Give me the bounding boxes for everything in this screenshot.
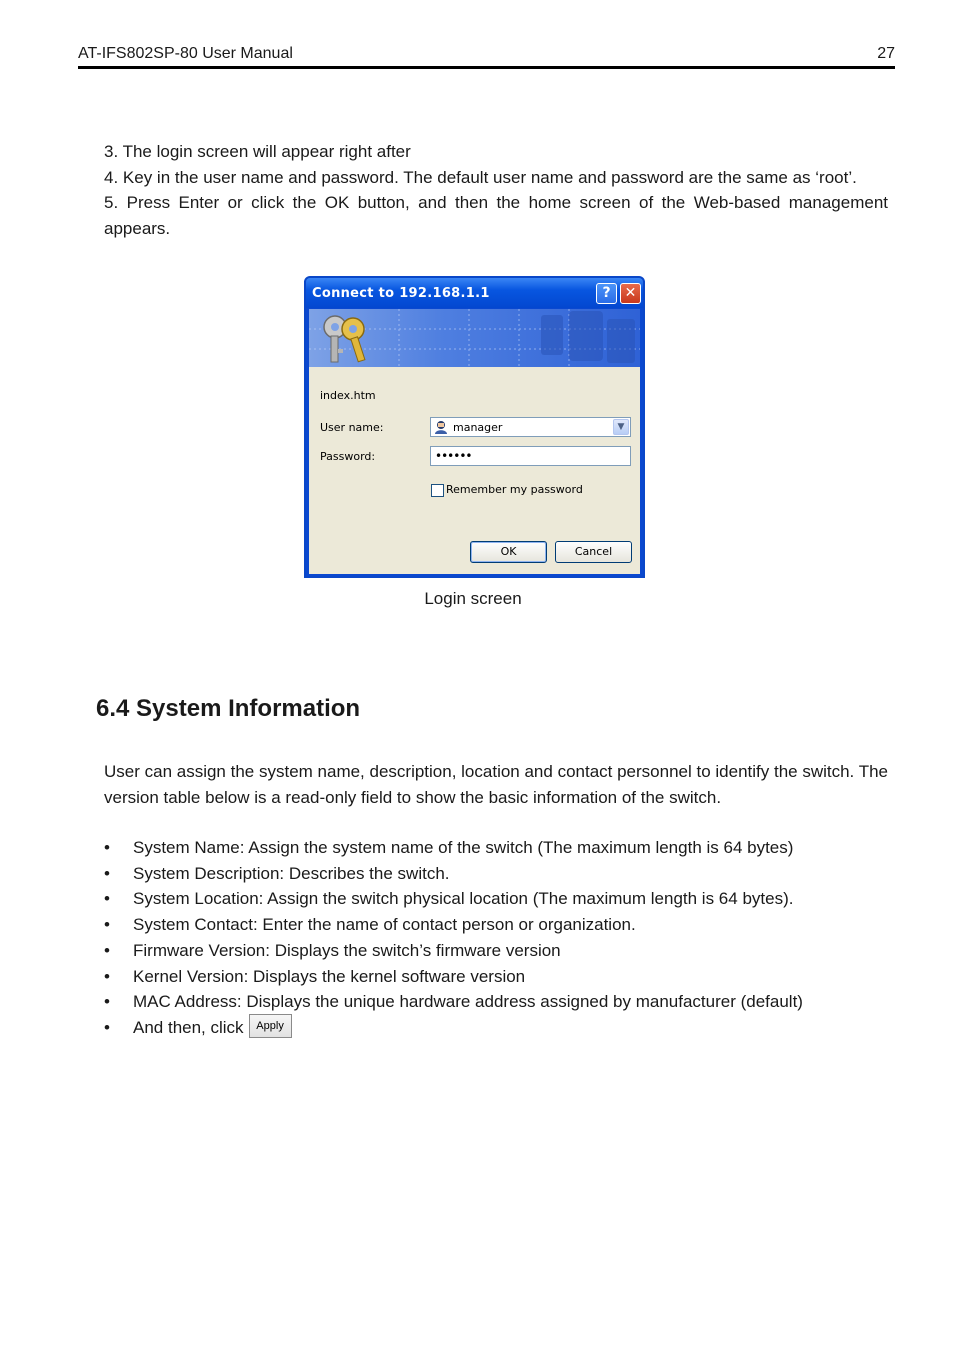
list-item: • Kernel Version: Displays the kernel software version — [104, 964, 894, 990]
chevron-down-icon[interactable]: ▼ — [613, 419, 629, 435]
figure-caption: Login screen — [424, 589, 522, 608]
section-intro: User can assign the system name, description, location and contact personnel to identify the switch. The version table below is a read-only field to show the basic information of the switch. — [104, 762, 888, 807]
resource-label: index.htm — [320, 389, 376, 402]
step-3: 3. The login screen will appear right after — [104, 142, 411, 161]
page-number: 27 — [877, 45, 895, 62]
field-list — [104, 835, 894, 1041]
bullet-icon: • — [104, 940, 110, 960]
keys-banner-icon — [309, 309, 640, 367]
login-steps — [104, 139, 888, 241]
bullet-icon: • — [104, 1017, 110, 1037]
password-label: Password: — [320, 450, 376, 463]
dialog-title: Connect to 192.168.1.1 — [312, 286, 490, 301]
list-item: • MAC Address: Displays the unique hardware address assigned by manufacturer (default) — [104, 989, 894, 1015]
step-5: 5. Press Enter or click the OK button, and then the home screen of the Web-based management appears. — [104, 193, 888, 238]
cancel-button[interactable]: Cancel — [555, 541, 632, 563]
password-input[interactable] — [430, 446, 631, 466]
close-button[interactable]: ✕ — [620, 283, 641, 304]
bullet-icon: • — [104, 992, 110, 1012]
ok-button[interactable]: OK — [470, 541, 547, 563]
dialog-banner — [309, 309, 640, 367]
dialog-body — [309, 367, 640, 574]
username-label: User name: — [320, 421, 384, 434]
bullet-icon: • — [104, 838, 110, 857]
login-dialog — [304, 276, 645, 578]
remember-password-label[interactable]: Remember my password — [446, 483, 583, 496]
password-value: •••••• — [435, 449, 472, 463]
help-button[interactable]: ? — [596, 283, 617, 304]
list-item: • System Name: Assign the system name of the switch (The maximum length is 64 bytes) — [104, 835, 894, 861]
dialog-titlebar[interactable] — [306, 278, 643, 308]
list-item: • Firmware Version: Displays the switch’s firmware version — [104, 938, 894, 964]
manual-title: AT-IFS802SP-80 User Manual — [78, 45, 293, 62]
user-icon — [434, 420, 448, 434]
list-item: • System Description: Describes the switch. — [104, 861, 894, 887]
username-value: manager — [453, 421, 503, 434]
list-item: • And then, click Apply — [104, 1015, 894, 1041]
remember-password-checkbox[interactable] — [431, 484, 444, 497]
section-heading: 6.4 System Information — [96, 695, 361, 722]
bullet-icon: • — [104, 966, 110, 986]
step-4: 4. Key in the user name and password. The default user name and password are the same as ‘root’. — [104, 167, 857, 187]
apply-button[interactable]: Apply — [249, 1014, 292, 1038]
username-combobox[interactable] — [430, 417, 631, 437]
bullet-icon: • — [104, 889, 110, 909]
page-header — [78, 44, 895, 69]
bullet-icon: • — [104, 863, 110, 883]
list-item: • System Location: Assign the switch physical location (The maximum length is 64 bytes). — [104, 886, 894, 912]
list-item: • System Contact: Enter the name of contact person or organization. — [104, 912, 894, 938]
bullet-icon: • — [104, 915, 110, 935]
